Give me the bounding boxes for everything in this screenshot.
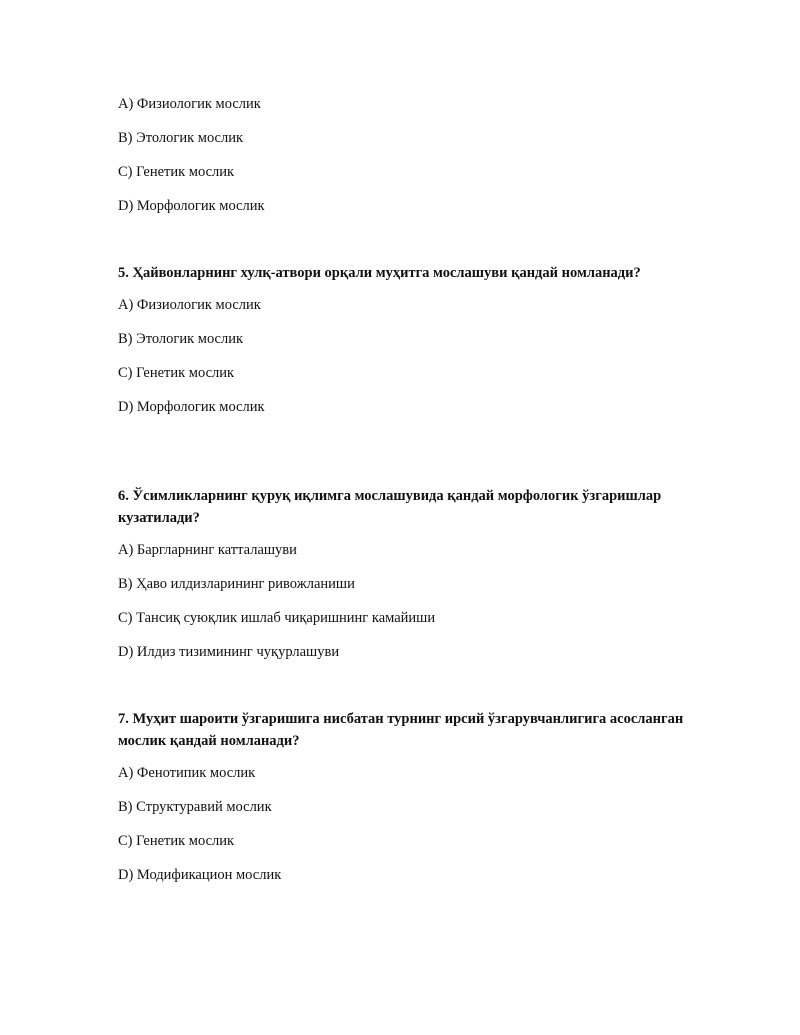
option-c: C) Генетик мослик [118,833,235,849]
option-c: C) Генетик мослик [118,365,235,381]
question-block-5 [118,262,698,416]
option-b: B) Структуравий мослик [118,799,272,815]
question-text: 5. Ҳайвонларнинг хулқ-атвори орқали муҳитга мослашуви қандай номланади? [118,265,641,281]
option-b: B) Этологик мослик [118,331,244,347]
option-d: D) Модификацион мослик [118,867,282,883]
option-a: A) Физиологик мослик [118,96,261,112]
question-block-7 [118,708,698,884]
question-text: 6. Ўсимликларнинг қуруқ иқлимга мослашувида қандай морфологик ўзгаришлар кузатилади? [118,488,662,526]
option-b: B) Ҳаво илдизларининг ривожланиши [118,576,355,592]
option-c: C) Генетик мослик [118,164,235,180]
question-text: 7. Муҳит шароити ўзгаришига нисбатан турнинг ирсий ўзгарувчанлигига асосланган мослик қандай номланади? [118,711,684,749]
option-d: D) Морфологик мослик [118,399,265,415]
option-d: D) Илдиз тизимининг чуқурлашуви [118,644,340,660]
option-b: B) Этологик мослик [118,130,244,146]
option-a: A) Физиологик мослик [118,297,261,313]
option-a: A) Фенотипик мослик [118,765,256,781]
question-block-6 [118,485,698,661]
option-c: C) Тансиқ суюқлик ишлаб чиқаришнинг камайиши [118,610,436,626]
option-a: A) Баргларнинг катталашуви [118,542,297,558]
options-block-continued [118,95,698,215]
option-d: D) Морфологик мослик [118,198,265,214]
